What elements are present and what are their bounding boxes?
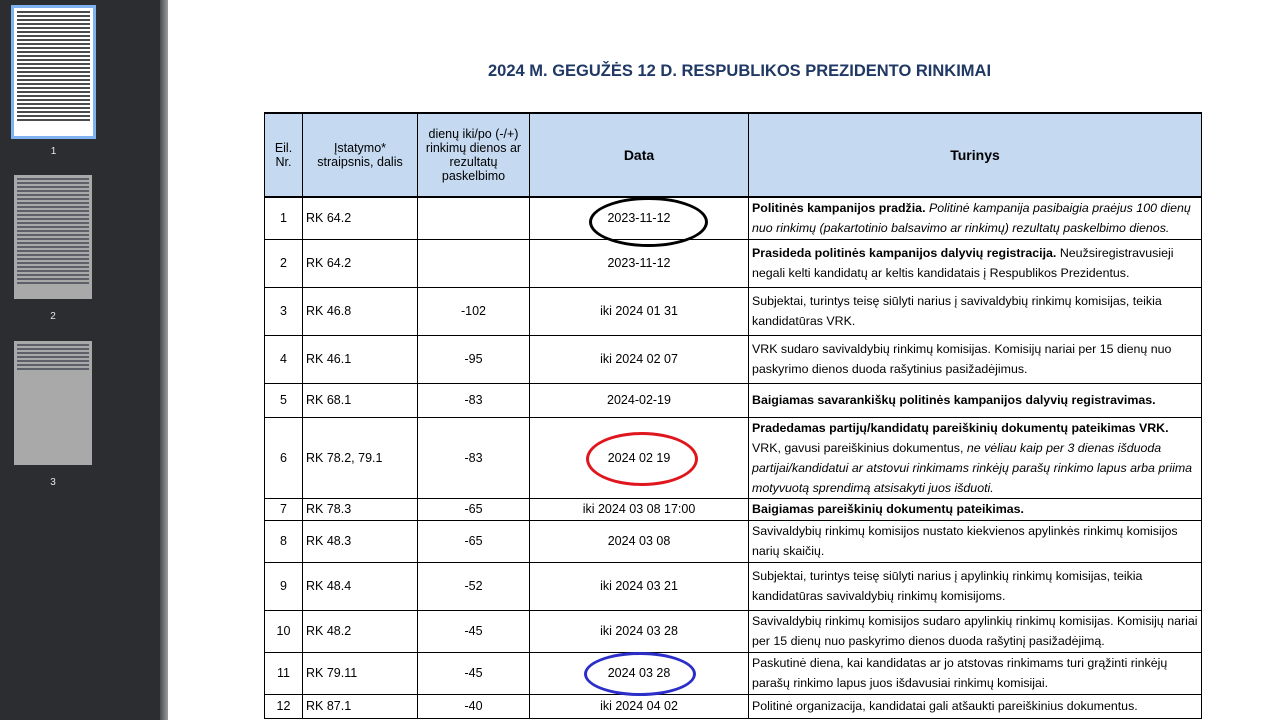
row-content xyxy=(749,239,1202,287)
row-number: 9 xyxy=(265,562,303,610)
content-text: Politinės kampanijos pradžia. xyxy=(752,201,926,216)
table-row xyxy=(265,287,1202,335)
header-date: Data xyxy=(530,113,749,197)
row-date: 2023-11-12 xyxy=(530,239,749,287)
page-thumbnail-1[interactable] xyxy=(11,5,96,157)
row-number: 2 xyxy=(265,239,303,287)
row-content xyxy=(749,417,1202,498)
row-date: 2024 02 19 xyxy=(530,417,749,498)
row-article: RK 87.1 xyxy=(303,694,418,718)
row-article: RK 78.2, 79.1 xyxy=(303,417,418,498)
header-content: Turinys xyxy=(749,113,1202,197)
row-number: 4 xyxy=(265,335,303,383)
row-article: RK 46.1 xyxy=(303,335,418,383)
row-content xyxy=(749,694,1202,718)
thumbnail-image xyxy=(14,341,92,465)
row-days: -40 xyxy=(418,694,530,718)
page-thumbnail-2[interactable] xyxy=(14,175,92,325)
row-content xyxy=(749,652,1202,694)
table-row xyxy=(265,335,1202,383)
row-days: -52 xyxy=(418,562,530,610)
row-number: 6 xyxy=(265,417,303,498)
row-article: RK 46.8 xyxy=(303,287,418,335)
table-row xyxy=(265,239,1202,287)
row-date: iki 2024 04 02 xyxy=(530,694,749,718)
header-nr: Eil. Nr. xyxy=(265,113,303,197)
row-days: -45 xyxy=(418,610,530,652)
row-article: RK 48.2 xyxy=(303,610,418,652)
content-text: Baigiamas savarankiškų politinės kampanijos dalyvių registravimas. xyxy=(752,393,1156,407)
row-date: iki 2024 01 31 xyxy=(530,287,749,335)
row-date: 2023-11-12 xyxy=(530,197,749,239)
thumbnail-page-number: 3 xyxy=(50,477,56,488)
content-text: Baigiamas pareiškinių dokumentų pateikimas. xyxy=(752,502,1024,516)
table-row xyxy=(265,520,1202,562)
thumbnail-image xyxy=(11,5,96,139)
row-days: -102 xyxy=(418,287,530,335)
row-days: -83 xyxy=(418,417,530,498)
content-text: Pradedamas partijų/kandidatų pareiškinių dokumentų pateikimas VRK. xyxy=(752,420,1169,435)
row-date: 2024 03 28 xyxy=(530,652,749,694)
row-days xyxy=(418,197,530,239)
row-article: RK 48.3 xyxy=(303,520,418,562)
table-row xyxy=(265,562,1202,610)
thumbnail-sidebar xyxy=(0,0,160,720)
row-content xyxy=(749,520,1202,562)
row-date: iki 2024 03 28 xyxy=(530,610,749,652)
row-days: -65 xyxy=(418,498,530,520)
election-schedule-table xyxy=(264,112,1202,719)
row-content xyxy=(749,383,1202,417)
row-number: 8 xyxy=(265,520,303,562)
row-days: -83 xyxy=(418,383,530,417)
row-content xyxy=(749,610,1202,652)
table-row xyxy=(265,610,1202,652)
row-number: 5 xyxy=(265,383,303,417)
content-text: ne vėliau kaip per 3 dienas išduoda partijai/kandidatui ar atstovui rinkimams rinkėjų parašų rinkimo lapus arba priima motyvuotą sprendimą atsisakyti juos išduoti. xyxy=(752,440,1193,495)
row-days: -65 xyxy=(418,520,530,562)
row-content xyxy=(749,562,1202,610)
content-text: Neužsiregistravusieji negali kelti kandidatų ar keltis kandidatais į Respublikos Prezidentus. xyxy=(752,246,1174,280)
row-content xyxy=(749,197,1202,239)
content-text: Subjektai, turintys teisę siūlyti narius į apylinkių rinkimų komisijas, teikia kandidatūras savivaldybių rinkimų komisijoms. xyxy=(752,569,1143,603)
content-text: Politinė organizacija, kandidatai gali atšaukti pareiškinius dokumentus. xyxy=(752,699,1138,713)
row-article: RK 64.2 xyxy=(303,239,418,287)
table-row xyxy=(265,417,1202,498)
thumbnail-page-number: 2 xyxy=(50,311,56,322)
row-article: RK 68.1 xyxy=(303,383,418,417)
row-number: 3 xyxy=(265,287,303,335)
table-row xyxy=(265,498,1202,520)
table-row xyxy=(265,652,1202,694)
row-content xyxy=(749,498,1202,520)
row-date: 2024 03 08 xyxy=(530,520,749,562)
row-date: iki 2024 03 21 xyxy=(530,562,749,610)
content-text: Politinė kampanija pasibaigia praėjus 100 dienų nuo rinkimų (pakartotinio balsavimo ar rinkimų) rezultatų paskelbimo dienos. xyxy=(752,201,1191,236)
table-header-row xyxy=(265,113,1202,197)
row-article: RK 64.2 xyxy=(303,197,418,239)
header-article: Įstatymo* straipsnis, dalis xyxy=(303,113,418,197)
content-text: VRK, gavusi pareiškinius dokumentus, xyxy=(752,440,964,455)
header-days: dienų iki/po (-/+) rinkimų dienos ar rezultatų paskelbimo xyxy=(418,113,530,197)
row-date: iki 2024 03 08 17:00 xyxy=(530,498,749,520)
content-text: Prasideda politinės kampanijos dalyvių registracija. xyxy=(752,246,1057,260)
sidebar-divider xyxy=(160,0,168,720)
row-content xyxy=(749,287,1202,335)
thumbnail-image xyxy=(14,175,92,299)
row-number: 7 xyxy=(265,498,303,520)
row-days xyxy=(418,239,530,287)
page-thumbnail-3[interactable] xyxy=(14,341,92,491)
content-text: Subjektai, turintys teisę siūlyti narius į savivaldybių rinkimų komisijas, teikia kandidatūras VRK. xyxy=(752,294,1162,328)
content-text: Paskutinė diena, kai kandidatas ar jo atstovas rinkimams turi grąžinti rinkėjų parašų rinkimo lapus juos išdavusiai rinkimų komisijai. xyxy=(752,656,1168,690)
row-date: iki 2024 02 07 xyxy=(530,335,749,383)
row-article: RK 48.4 xyxy=(303,562,418,610)
row-number: 10 xyxy=(265,610,303,652)
row-number: 12 xyxy=(265,694,303,718)
row-number: 1 xyxy=(265,197,303,239)
row-article: RK 78.3 xyxy=(303,498,418,520)
row-date: 2024-02-19 xyxy=(530,383,749,417)
thumbnail-page-number: 1 xyxy=(50,146,57,157)
document-title: 2024 M. GEGUŽĖS 12 D. RESPUBLIKOS PREZIDENTO RINKIMAI xyxy=(488,62,992,80)
table-row xyxy=(265,197,1202,239)
content-text: Savivaldybių rinkimų komisijos sudaro apylinkių rinkimų komisijas. Komisijų nariai per 15 dienų nuo paskyrimo dienos duoda rašytinį pasižadėjimą. xyxy=(752,614,1198,648)
row-number: 11 xyxy=(265,652,303,694)
row-days: -45 xyxy=(418,652,530,694)
content-text: VRK sudaro savivaldybių rinkimų komisijas. Komisijų nariai per 15 dienų nuo paskyrimo dienos duoda rašytinius pasižadėjimus. xyxy=(752,342,1172,376)
table-row xyxy=(265,694,1202,718)
content-text: Savivaldybių rinkimų komisijos nustato kiekvienos apylinkės rinkimų komisijos narių skaičių. xyxy=(752,524,1178,558)
row-content xyxy=(749,335,1202,383)
row-days: -95 xyxy=(418,335,530,383)
table-row xyxy=(265,383,1202,417)
row-article: RK 79.11 xyxy=(303,652,418,694)
